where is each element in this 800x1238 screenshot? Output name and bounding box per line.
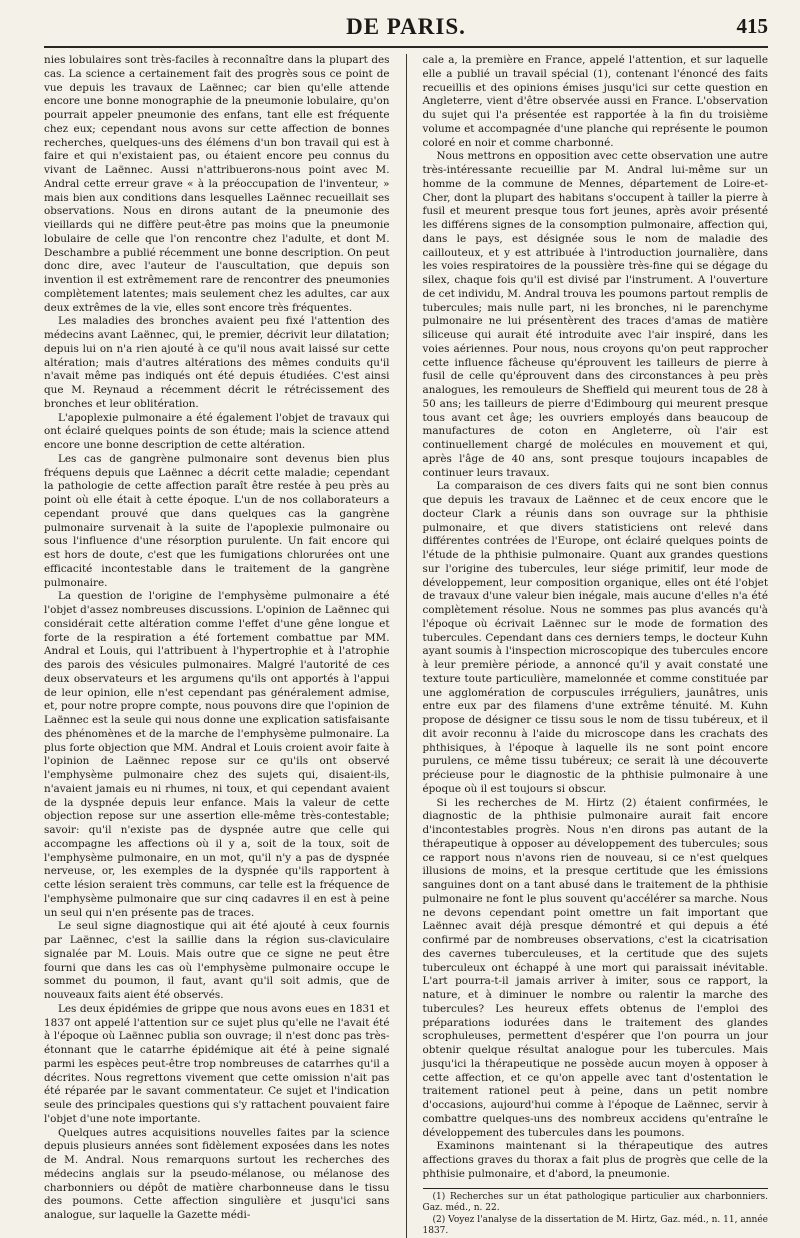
paragraph: Les cas de gangrène pulmonaire sont devenus bien plus fréquens depuis que Laënnec a décrit cette maladie; cependant la pathologie de cette affection paraît être restée à peu près au point où elle était à cette époque. L'un de nos collaborateurs a cependant prouvé que dans quelques cas la gangrène pulmonaire survenait à la suite de l'apoplexie pulmonaire ou sous l'influence d'une résorption purulente. Un fait encore qui est hors de doute, c'est que les fumigations chlorurées ont une efficacité incontestable dans le traitement de la gangrène pulmonaire. <box>44 452 390 589</box>
footnote: (2) Voyez l'analyse de la dissertation de M. Hirtz, Gaz. méd., n. 11, année 1837. <box>422 1214 768 1236</box>
right-column <box>423 54 769 1238</box>
text-columns <box>44 54 768 1238</box>
paragraph: Nous mettrons en opposition avec cette observation une autre très-intéressante recueillie par M. Andral lui-même sur un homme de la commune de Mennes, département de Loire-et-Cher, dont la plupart des habitans s'occupent à tailler la pierre à fusil et meurent presque tous fort jeunes, après avoir présenté les différens signes de la consomption pulmonaire, affection qui, dans le pays, est désignée sous le nom de maladie des caillouteux, et y est attribuée à l'introduction journalière, dans les voies respiratoires de la poussière très-fine qui se dégage du silex, chaque fois qu'il est divisé par l'instrument. A l'ouverture de cet individu, M. Andral trouva les poumons partout remplis de tubercules; mais nulle part, ni les bronches, ni le parenchyme pulmonaire ne lui présentèrent des traces d'amas de matière siliceuse qui aurait été introduite avec l'air inspiré, dans les voies aériennes. Pour nous, nous croyons qu'on peut rapprocher cette influence fâcheuse qu'éprouvent les tailleurs de pierre à fusil de celle qu'éprouvent dans des circonstances à peu près analogues, les remouleurs de Sheffield qui meurent tous de 28 à 50 ans; les tailleurs de pierre d'Edimbourg qui meurent presque tous avant cet âge; les ouvriers employés dans beaucoup de manufactures de coton en Angleterre, où l'air est continuellement chargé de molécules en mouvement et qui, après l'âge de 40 ans, sont presque toujours incapables de continuer leurs travaux. <box>422 150 768 479</box>
page-title: DE PARIS. <box>346 14 466 39</box>
left-column <box>44 54 390 1238</box>
paragraph: Les maladies des bronches avaient peu fixé l'attention des médecins avant Laënnec, qui, le premier, décrivit leur dilatation; depuis lui on n'a rien ajouté à ce qu'il nous avait laissé sur cette altération; mais d'autres altérations des mêmes conduits qu'il n'avait même pas indiqués ont été depuis étudiées. C'est ainsi que M. Reynaud a récemment décrit le rétrécissement des bronches et leur oblitération. <box>44 315 390 410</box>
footnote: (1) Recherches sur un état pathologique particulier aux charbonniers. Gaz. méd., n. 22. <box>422 1191 768 1213</box>
paragraph: La comparaison de ces divers faits qui ne sont bien connus que depuis les travaux de Laënnec et de ceux encore que le docteur Clark a réunis dans son ouvrage sur la phthisie pulmonaire, et que divers statisticiens ont relevé dans différentes contrées de l'Europe, ont éclairé quelques points de l'étude de la phthisie pulmonaire. Quant aux grandes questions sur l'origine des tubercules, leur siége primitif, leur mode de développement, leur composition organique, elles ont été l'objet de travaux d'une valeur bien inégale, mais aucune d'elles n'a été complètement résolue. Nous ne sommes pas plus avancés qu'à l'époque où écrivait Laënnec sur le mode de formation des tubercules. Cependant dans ces derniers temps, le docteur Kuhn ayant soumis à l'inspection microscopique des tubercules encore à leur première période, a annoncé qu'il y avait constaté une texture toute particulière, mamelonnée et comme constituée par une agglomération de corpuscules irréguliers, jaunâtres, unis entre eux par des filamens d'une extrême ténuité. M. Kuhn propose de désigner ce tissu sous le nom de tissu tubéreux, et il dit avoir reconnu à l'aide du microscope dans les crachats des phthisiques, à l'époque à laquelle ils ne sont point encore purulens, ce même tissu tubéreux; ce serait là une découverte précieuse pour le diagnostic de la phthisie pulmonaire à une époque où il est toujours si obscur. <box>422 480 768 795</box>
column-divider <box>406 54 407 1238</box>
paragraph: Examinons maintenant si la thérapeutique des autres affections graves du thorax a fait plus de progrès que celle de la phthisie pulmonaire, et d'abord, la pneumonie. <box>422 1140 768 1180</box>
paragraph: Si les recherches de M. Hirtz (2) étaient confirmées, le diagnostic de la phthisie pulmonaire aurait fait encore d'incontestables progrès. Nous n'en dirons pas autant de la thérapeutique à opposer au développement des tubercules; sous ce rapport nous n'avons rien de nouveau, si ce n'est quelques illusions de moins, et la presque certitude que les émissions sanguines dont on a tant abusé dans le traitement de la phthisie pulmonaire ne font le plus souvent qu'accélérer sa marche. Nous ne devons cependant point omettre un fait important que Laënnec avait déjà presque démontré et qui depuis a été confirmé par de nombreuses observations, c'est la cicatrisation des cavernes tuberculeuses, et la certitude que des sujets tuberculeux ont échappé à une mort qui paraissait inévitable. L'art pourra-t-il jamais arriver à imiter, sous ce rapport, la nature, et à diminuer le nombre ou ralentir la marche des tubercules? Les heureux effets obtenus de l'emploi des préparations iodurées dans le traitement des glandes scrophuleuses, permettent d'espérer que l'on pourra un jour obtenir quelque résultat analogue pour les tubercules. Mais jusqu'ici la thérapeutique ne possède aucun moyen à opposer à cette affection, et ce qu'on appelle avec tant d'ostentation le traitement rationel peut à peine, dans un petit nombre d'occasions, aujourd'hui comme à l'époque de Laënnec, servir à combattre quelques-uns des nombreux accidens qu'entraîne le développement des tubercules dans les poumons. <box>422 796 768 1139</box>
paragraph: cale a, la première en France, appelé l'attention, et sur laquelle elle a publié un travail spécial (1), contenant l'énoncé des faits recueillis et des opinions émises jusqu'ici sur cette question en Angleterre, vient d'être observée aussi en France. L'observation du sujet qui l'a présentée est rapportée à la fin du troisième volume et accompagnée d'une planche qui représente le poumon coloré en noir et comme charbonné. <box>422 54 768 149</box>
paragraph: Quelques autres acquisitions nouvelles faites par la science depuis plusieurs années sont fidèlement exposées dans les notes de M. Andral. Nous remarquons surtout les recherches des médecins anglais sur la pseudo-mélanose, ou mélanose des charbonniers ou dépôt de matière charbonneuse dans le tissu des poumons. Cette affection singulière et jusqu'ici sans analogue, sur laquelle la Gazette médi- <box>44 1126 390 1221</box>
page-number: 415 <box>736 14 768 38</box>
paragraph: La question de l'origine de l'emphysème pulmonaire a été l'objet d'assez nombreuses discussions. L'opinion de Laënnec qui considérait cette altération comme l'effet d'une gêne longue et forte de la respiration a été fortement combattue par MM. Andral et Louis, qui l'attribuent à l'hypertrophie et à l'atrophie des parois des vésicules pulmonaires. Malgré l'autorité de ces deux observateurs et les argumens qu'ils ont apportés à l'appui de leur opinion, elle n'est cependant pas généralement admise, et, pour notre propre compte, nous pouvons dire que l'opinion de Laënnec est la seule qui nous donne une explication satisfaisante des phénomènes et de la marche de l'emphysème pulmonaire. La plus forte objection que MM. Andral et Louis croient avoir faite à l'opinion de Laënnec repose sur ce qu'ils ont observé l'emphysème pulmonaire chez des sujets qui, disaient-ils, n'avaient jamais eu ni rhumes, ni toux, et qui cependant avaient de la dyspnée depuis leur enfance. Mais la valeur de cette objection repose sur une assertion elle-même très-contestable; savoir: qu'il n'existe pas de dyspnée autre que celle qui accompagne les affections où il y a, soit de la toux, soit de l'emphysème pulmonaire, en un mot, qu'il n'y a pas de dyspnée nerveuse, or, les exemples de la dyspnée qu'ils rapportent à cette lésion seraient très communs, car telle est la fréquence de l'emphysème pulmonaire que sur cinq cadavres il en est à peine un seul qui n'en présente pas de traces. <box>44 590 390 919</box>
paragraph: Les deux épidémies de grippe que nous avons eues en 1831 et 1837 ont appelé l'attention sur ce sujet plus qu'elle ne l'avait été à l'époque où Laënnec publia son ouvrage; il n'est donc pas très-étonnant que le catarrhe épidémique ait été à peine signalé parmi les espèces peut-être trop nombreuses de catarrhes qu'il a décrites. Nous regrettons vivement que cette omission n'ait pas été réparée par le savant commentateur. Ce sujet et l'indication seule des principales questions qui s'y rattachent pouvaient faire l'objet d'une note importante. <box>44 1002 390 1125</box>
paragraph: nies lobulaires sont très-faciles à reconnaître dans la plupart des cas. La science a certainement fait des progrès sous ce point de vue depuis les travaux de Laënnec; car bien qu'elle attende encore une bonne monographie de la pneumonie lobulaire, qu'on pourrait appeler pneumonie des enfans, tant elle est fréquente chez eux; cependant nous avons sur cette affection de bonnes recherches, quelques-uns des élémens d'un bon travail qui est à faire et qui n'existaient pas, ou étaient encore peu connus du vivant de Laënnec. Aussi n'attribuerons-nous point avec M. Andral cette erreur grave « à la préoccupation de l'inventeur, » mais bien aux conditions dans lesquelles Laënnec recueillait ses observations. Nous en dirons autant de la pneumonie des vieillards qui ne diffère peut-être pas moins que la pneumonie lobulaire de celle que l'on rencontre chez l'adulte, et dont M. Deschambre a publié récemment une bonne description. On peut donc dire, avec l'auteur de l'auscultation, que depuis son invention il est extrêmement rare de rencontrer des pneumonies complètement latentes; mais seulement chez les adultes, car aux deux extrêmes de la vie, elles sont encore très fréquentes. <box>44 54 390 314</box>
paragraph: L'apoplexie pulmonaire a été également l'objet de travaux qui ont éclairé quelques points de son étude; mais la science attend encore une bonne description de cette altération. <box>44 411 390 451</box>
page-header <box>44 12 768 48</box>
paragraph: Le seul signe diagnostique qui ait été ajouté à ceux fournis par Laënnec, c'est la saillie dans la région sus-claviculaire signalée par M. Louis. Mais outre que ce signe ne peut être fourni que dans les cas où l'emphysème pulmonaire occupe le sommet du poumon, il faut, avant qu'il soit admis, que de nouveaux faits aient été observés. <box>44 920 390 1001</box>
footnotes <box>423 1188 769 1238</box>
